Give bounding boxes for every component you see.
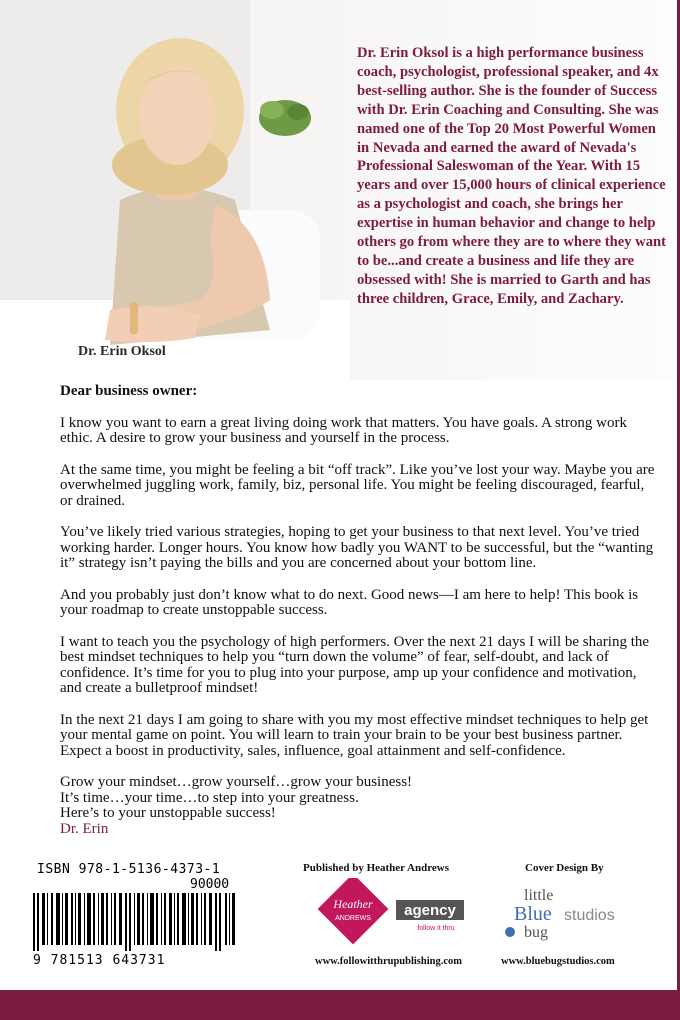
closing-line: Here’s to your unstoppable success!: [60, 805, 276, 821]
letter: [60, 384, 660, 837]
letter-paragraph: In the next 21 days I am going to share with you my most effective mindset techniques to help get your mental game on point. You will learn to train your brain to be your best business partner. Expect a boost in productivity, sales, influence, goal attainment and self-confidence.: [60, 711, 649, 759]
closing-line: Grow your mindset…grow yourself…grow your business!: [60, 774, 413, 790]
letter-paragraph: You’ve likely tried various strategies, hoping to get your business to that next level. You’ve tried working harder. Longer hours. You know how badly you WANT to be successful, but the “wanting it” strategy isn’t paying the bills and you are concerned about your bottom line.: [60, 524, 654, 571]
publisher-logo: [318, 878, 468, 948]
author-photo: [0, 0, 680, 380]
barcode-number: 9 781513 643731: [33, 953, 166, 968]
letter-paragraph: At the same time, you might be feeling a bit “off track”. Like you’ve lost your way. Maybe you are overwhelmed juggling work, family, biz, personal life. You might be feeling discouraged, fearful, or drained.: [60, 461, 655, 509]
letter-paragraph: And you probably just don’t know what to do next. Good news—I am here to help! This book is your roadmap to create unstoppable success.: [60, 586, 639, 618]
letter-greeting: Dear business owner:: [60, 383, 198, 399]
publisher-logo-word: follow it thru: [417, 925, 455, 932]
cover-logo-word: studios: [564, 907, 615, 924]
photo-caption: Dr. Erin Oksol: [78, 344, 166, 359]
cover-logo-word: Blue: [514, 903, 552, 925]
publisher-title: Published by Heather Andrews: [303, 862, 449, 874]
letter-paragraph: I know you want to earn a great living doing work that matters. You have goals. A strong work ethic. A desire to grow your business and yourself in the process.: [60, 414, 627, 446]
cover-design-title: Cover Design By: [525, 862, 604, 874]
letter-closing: [60, 775, 660, 837]
publisher-url: www.followitthrupublishing.com: [315, 956, 463, 967]
cover-design-url: www.bluebugstudios.com: [501, 956, 615, 967]
publisher-logo-word: Heather: [333, 897, 373, 911]
author-bio: Dr. Erin Oksol is a high performance business coach, psychologist, professional speaker, and 4x best-selling author. She is the founder of Success with Dr. Erin Coaching and Consulting. She was named one of the Top 20 Most Powerful Women in Nevada and earned the award of Nevada's Professional Saleswoman of the Year. With 15 years and over 15,000 hours of clinical experience as a psychologist and coach, she brings her expertise in human behavior and change to help others go from where they are to where they want to be...and create a business and life they are obsessed with! She is married to Garth and has three children, Grace, Emily, and Zachary.: [357, 45, 666, 307]
isbn-text: ISBN 978-1-5136-4373-1: [37, 862, 221, 877]
cover-logo-word: bug: [524, 924, 548, 941]
cover-logo-word: little: [524, 887, 554, 904]
barcode-bars: [33, 893, 238, 951]
letter-paragraph: I want to teach you the psychology of high performers. Over the next 21 days I will be sharing the best mindset techniques to help you “turn down the volume” of fear, self-doubt, and lack of confidence. It’s time for you to plug into your purpose, amp up your confidence and motivation, and create a bulletproof mindset!: [60, 633, 650, 696]
price-code: 90000: [190, 877, 230, 892]
bug-icon: [505, 927, 515, 937]
bottom-color-band: [0, 990, 680, 1020]
publisher-logo-word: agency: [404, 902, 456, 919]
letter-signature: Dr. Erin: [60, 820, 109, 837]
cover-design-logo: [500, 882, 630, 944]
publisher-logo-word: ANDREWS: [335, 915, 371, 922]
closing-line: It’s time…your time…to step into your greatness.: [60, 789, 359, 806]
